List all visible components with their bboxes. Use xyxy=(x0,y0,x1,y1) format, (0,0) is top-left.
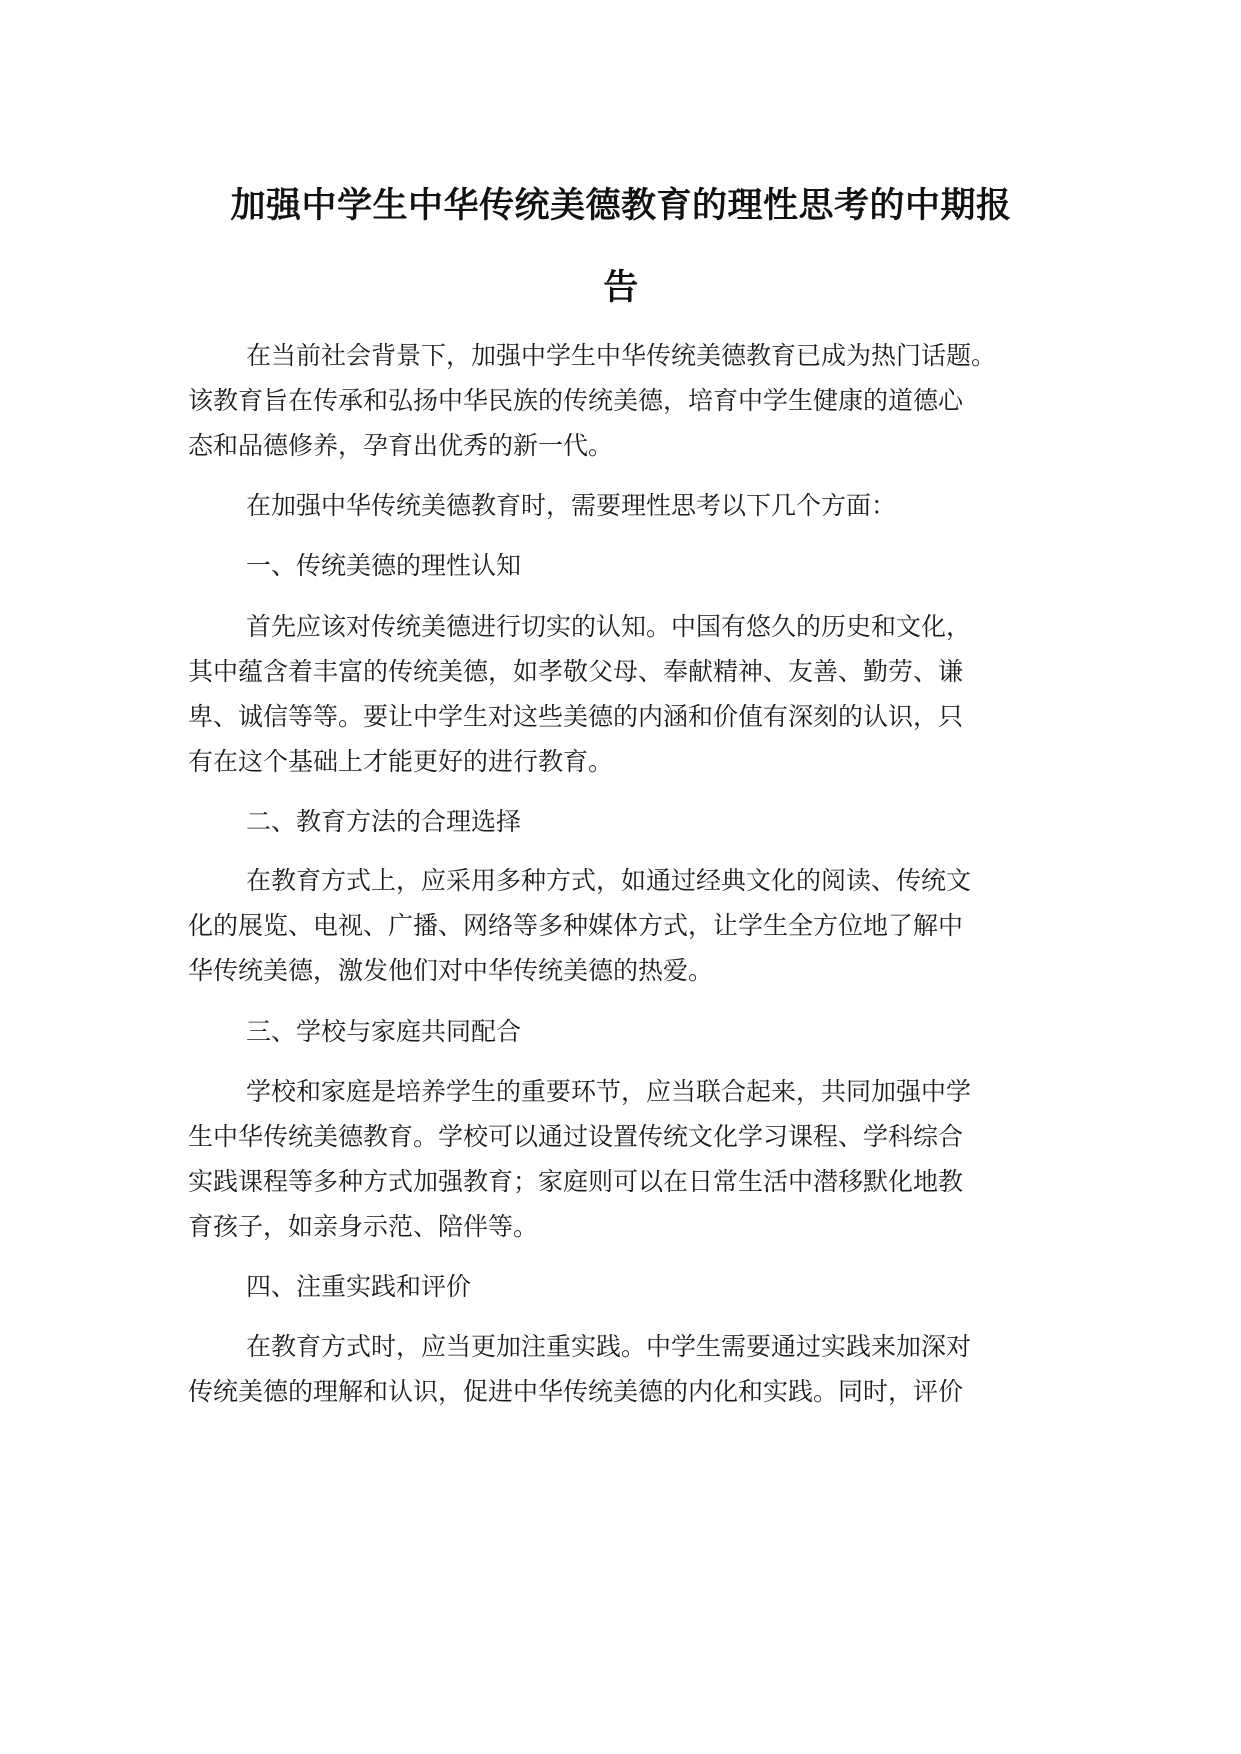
paragraph-1-line-2: 该教育旨在传承和弘扬中华民族的传统美德，培育中学生健康的道德心 xyxy=(188,386,964,415)
paragraph-1-line-3: 态和品德修养，孕育出优秀的新一代。 xyxy=(188,431,614,460)
paragraph-2-line-1: 在加强中华传统美德教育时，需要理性思考以下几个方面： xyxy=(246,491,897,520)
section-heading-4: 四、注重实践和评价 xyxy=(246,1272,472,1301)
paragraph-3-line-1: 首先应该对传统美德进行切实的认知。中国有悠久的历史和文化， xyxy=(246,612,972,641)
paragraph-4-line-1: 在教育方式上，应采用多种方式，如通过经典文化的阅读、传统文 xyxy=(246,866,972,895)
paragraph-4-line-2: 化的展览、电视、广播、网络等多种媒体方式，让学生全方位地了解中 xyxy=(188,911,964,940)
paragraph-3-line-3: 卑、诚信等等。要让中学生对这些美德的内涵和价值有深刻的认识，只 xyxy=(188,702,964,731)
document-title-line-1: 加强中学生中华传统美德教育的理性思考的中期报 xyxy=(230,186,1012,226)
paragraph-6-line-2: 传统美德的理解和认识，促进中华传统美德的内化和实践。同时，评价 xyxy=(188,1377,964,1406)
paragraph-5-line-3: 实践课程等多种方式加强教育；家庭则可以在日常生活中潜移默化地教 xyxy=(188,1167,964,1196)
paragraph-6-line-1: 在教育方式时，应当更加注重实践。中学生需要通过实践来加深对 xyxy=(246,1332,972,1361)
paragraph-1-line-1: 在当前社会背景下，加强中学生中华传统美德教育已成为热门话题。 xyxy=(246,341,997,370)
document-title-line-2: 告 xyxy=(603,268,639,308)
paragraph-5-line-2: 生中华传统美德教育。学校可以通过设置传统文化学习课程、学科综合 xyxy=(188,1122,964,1151)
paragraph-5-line-1: 学校和家庭是培养学生的重要环节，应当联合起来，共同加强中学 xyxy=(246,1077,972,1106)
paragraph-5-line-4: 育孩子，如亲身示范、陪伴等。 xyxy=(188,1212,539,1241)
paragraph-3-line-4: 有在这个基础上才能更好的进行教育。 xyxy=(188,747,614,776)
paragraph-3-line-2: 其中蕴含着丰富的传统美德，如孝敬父母、奉献精神、友善、勤劳、谦 xyxy=(188,657,964,686)
paragraph-4-line-3: 华传统美德，激发他们对中华传统美德的热爱。 xyxy=(188,956,714,985)
section-heading-2: 二、教育方法的合理选择 xyxy=(246,807,522,836)
section-heading-3: 三、学校与家庭共同配合 xyxy=(246,1017,522,1046)
section-heading-1: 一、传统美德的理性认知 xyxy=(246,551,522,580)
